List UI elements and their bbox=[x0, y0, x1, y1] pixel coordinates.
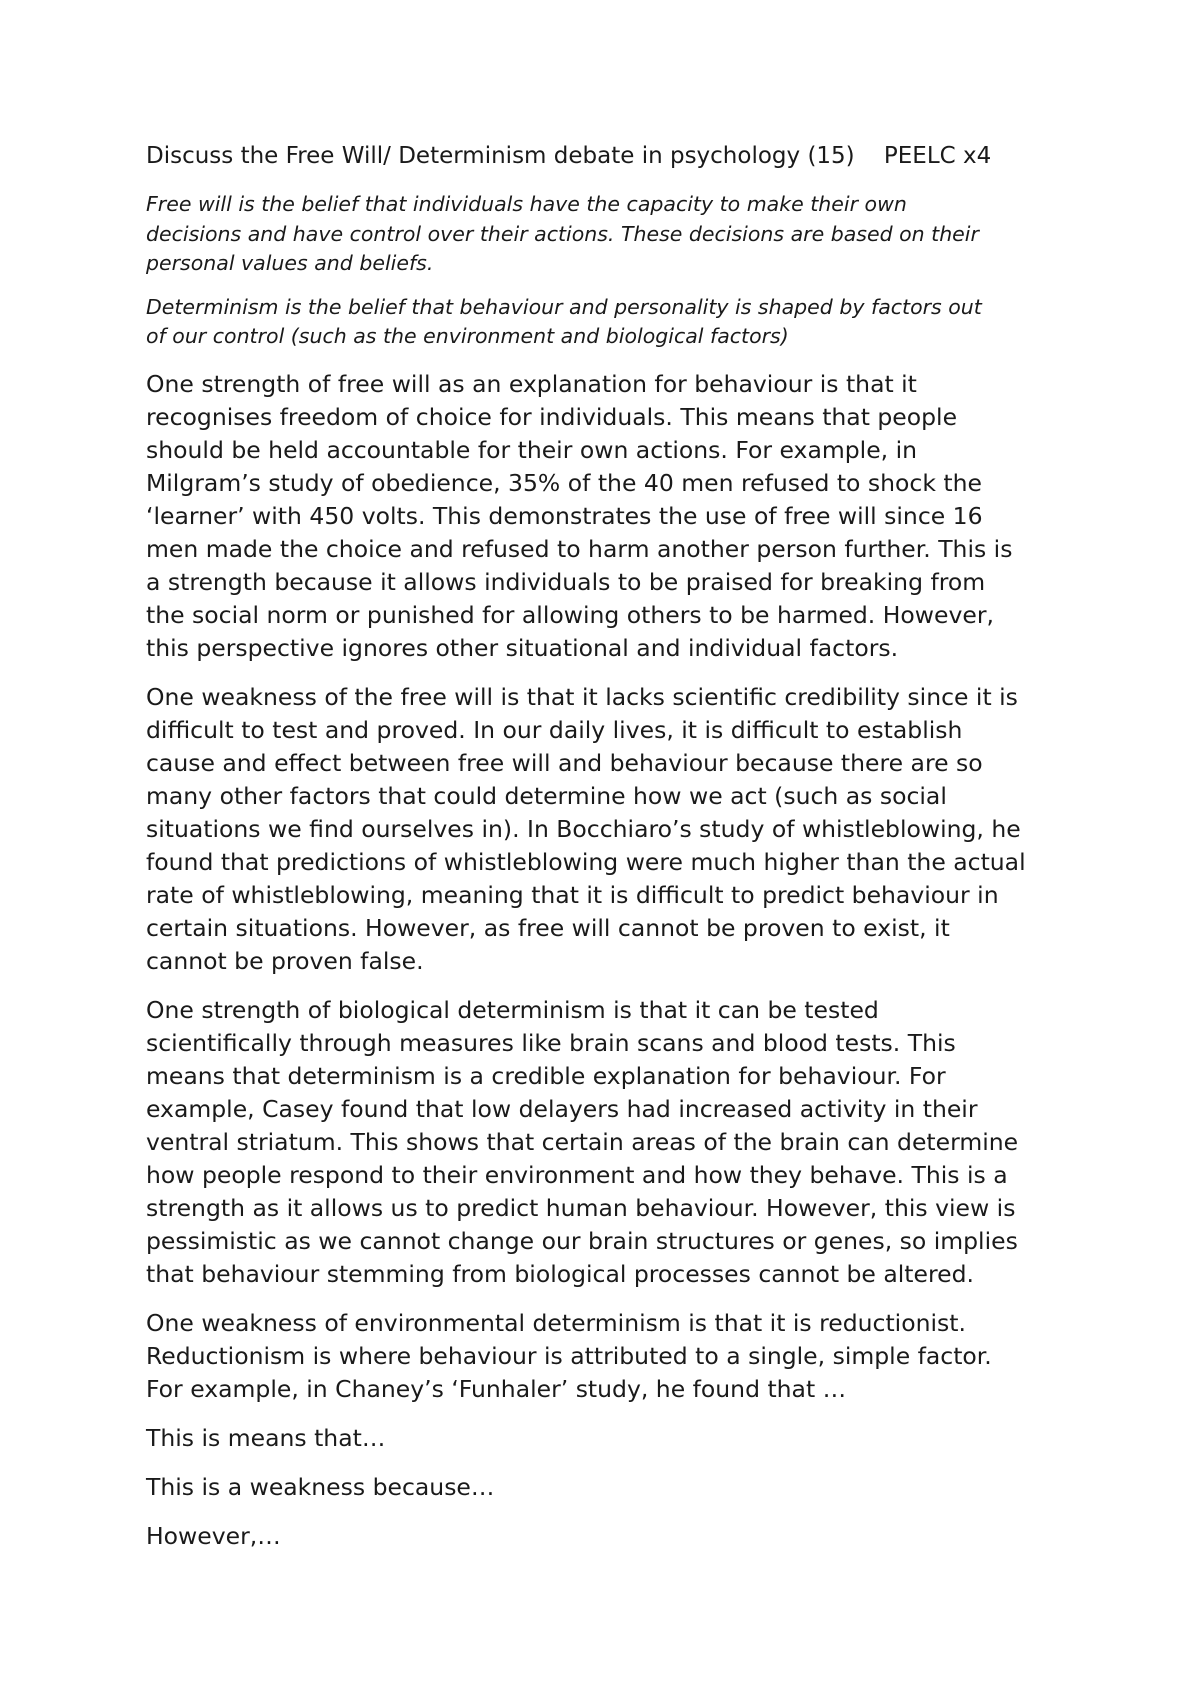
paragraph-free-will-strength: One strength of free will as an explanation for behaviour is that it recognises freedom of choice for individuals. This means that people should be held accountable for their own actions. For example, in Milgram’s study of obedience, 35% of the 40 men refused to shock the ‘learner’ with 450 volts. This demonstrates the use of free will since 16 men made the choice and refused to harm another person further. This is a strength because it allows individuals to be praised for breaking from the social norm or punished for allowing others to be harmed. However, this perspective ignores other situational and individual factors. bbox=[146, 369, 1013, 662]
definitions bbox=[146, 190, 1076, 352]
paragraph-evaluate: This is a weakness because… bbox=[146, 1472, 495, 1501]
free-will-definition: Free will is the belief that individuals have the capacity to make their own decisions and have control over their actions. These decisions are based on their personal values and beliefs. bbox=[146, 192, 979, 275]
paragraph-determinism-weakness: One weakness of environmental determinism is that it is reductionist. Reductionism is where behaviour is attributed to a single, simple factor. For example, in Chaney’s ‘Funhaler’ study, he found that … bbox=[146, 1308, 992, 1403]
paragraph-free-will-weakness: One weakness of the free will is that it lacks scientific credibility since it is difficult to test and proved. In our daily lives, it is difficult to establish cause and effect between free will and behaviour because there are so many other factors that could determine how we act (such as social situations we find ourselves in). In Bocchiaro’s study of whistleblowing, he found that predictions of whistleblowing were much higher than the actual rate of whistleblowing, meaning that it is difficult to predict behaviour in certain situations. However, as free will cannot be proven to exist, it cannot be proven false. bbox=[146, 682, 1026, 975]
document-page bbox=[146, 140, 1076, 1569]
paragraph-counter: However,… bbox=[146, 1521, 281, 1550]
paragraph-determinism-strength: One strength of biological determinism is that it can be tested scientifically through measures like brain scans and blood tests. This means that determinism is a credible explanation for behaviour. For example, Casey found that low delayers had increased activity in their ventral striatum. This shows that certain areas of the brain can determine how people respond to their environment and how they behave. This is a strength as it allows us to predict human behaviour. However, this view is pessimistic as we cannot change our brain structures or genes, so implies that behaviour stemming from biological processes cannot be altered. bbox=[146, 995, 1019, 1288]
essay-body bbox=[146, 368, 1076, 1553]
page-title: Discuss the Free Will/ Determinism debate in psychology (15) PEELC x4 bbox=[146, 143, 992, 169]
determinism-definition: Determinism is the belief that behaviour and personality is shaped by factors out of our control (such as the environment and biological factors) bbox=[146, 294, 982, 348]
paragraph-explain: This is means that… bbox=[146, 1423, 386, 1452]
